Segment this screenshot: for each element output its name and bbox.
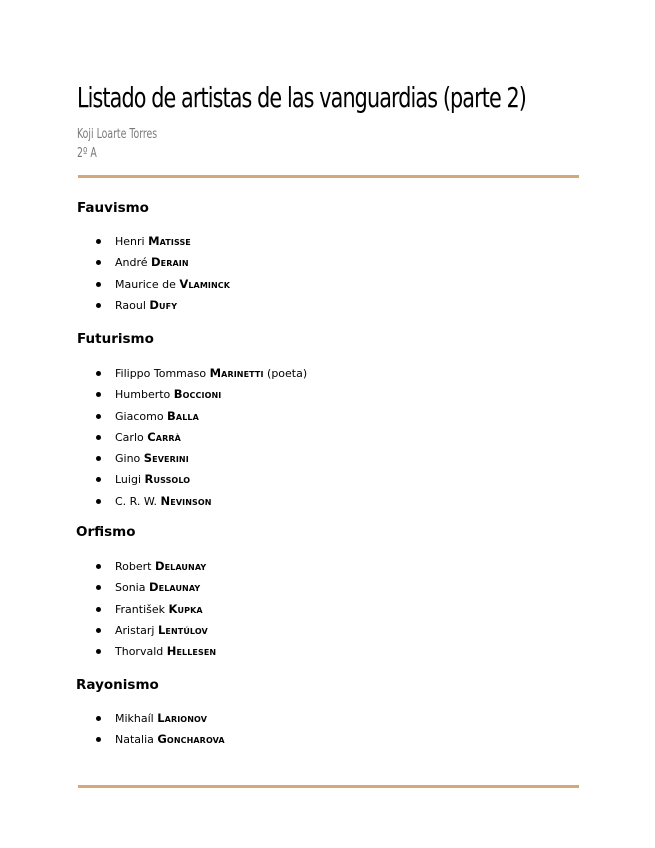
artist-name — [115, 599, 203, 620]
bullet-icon — [96, 260, 101, 265]
artist-surname: Balla — [167, 408, 199, 423]
bullet-icon — [96, 414, 101, 419]
bottom-divider — [78, 785, 579, 788]
bullet-icon — [96, 303, 101, 308]
section-heading: Fauvismo — [77, 200, 149, 216]
artist-name — [115, 448, 189, 469]
artist-surname: Lentúlov — [157, 622, 208, 637]
section-heading: Futurismo — [77, 331, 154, 347]
artist-given-name: Robert — [115, 560, 152, 573]
artist-surname: Carrà — [147, 429, 181, 444]
artist-name — [115, 556, 206, 577]
artist-name — [115, 295, 177, 316]
artist-surname: Delaunay — [148, 580, 201, 595]
artist-name — [115, 641, 216, 662]
artist-given-name: Carlo — [115, 430, 144, 444]
artist-surname: Nevinson — [160, 493, 212, 508]
artist-name — [115, 363, 307, 384]
bullet-icon — [96, 649, 101, 654]
artist-surname: Boccioni — [173, 387, 222, 402]
artist-surname: Delaunay — [154, 559, 207, 573]
bullet-icon — [96, 737, 101, 742]
artist-given-name: Luigi — [115, 473, 142, 487]
artist-name — [115, 620, 208, 641]
artist-surname: Russolo — [144, 472, 191, 487]
artist-name — [115, 469, 190, 490]
artist-given-name: Gino — [115, 452, 141, 466]
bullet-icon — [96, 607, 101, 612]
bullet-icon — [96, 585, 101, 590]
section-heading: Orfismo — [76, 524, 136, 540]
artist-surname: Dufy — [149, 297, 178, 312]
artist-given-name: Raoul — [115, 298, 146, 312]
bullet-icon — [96, 477, 101, 482]
artist-given-name: Mikhaíl — [115, 712, 154, 725]
bullet-icon — [96, 716, 101, 721]
bullet-icon — [96, 371, 101, 376]
artist-note: (poeta) — [267, 367, 308, 380]
artist-name — [115, 491, 212, 512]
artist-name — [115, 252, 189, 273]
artist-name — [115, 384, 221, 405]
bullet-icon — [96, 456, 101, 461]
artist-name — [115, 729, 225, 750]
artist-name — [115, 274, 230, 295]
bullet-icon — [96, 239, 101, 244]
artist-given-name: Aristarj — [115, 623, 155, 637]
artist-name — [115, 231, 191, 252]
section-heading: Rayonismo — [76, 677, 159, 693]
bullet-icon — [96, 499, 101, 504]
artist-given-name: Humberto — [115, 388, 171, 402]
artist-surname: Vlaminck — [179, 276, 231, 291]
artist-given-name: Giacomo — [115, 409, 164, 423]
artist-surname: Marinetti — [209, 366, 264, 380]
artist-name — [115, 577, 200, 598]
artist-surname: Severini — [143, 451, 189, 466]
artist-name — [115, 406, 199, 427]
bullet-icon — [96, 435, 101, 440]
author-name: Koji Loarte Torres — [77, 127, 158, 142]
artist-given-name: Thorvald — [115, 645, 164, 659]
grade-label: 2º A — [77, 146, 97, 161]
artist-given-name: Henri — [115, 235, 145, 248]
artist-name — [115, 427, 181, 448]
bullet-icon — [96, 392, 101, 397]
artist-name — [115, 708, 207, 729]
artist-surname: Derain — [151, 255, 189, 270]
artist-given-name: C. R. W. — [115, 494, 158, 508]
artist-surname: Goncharova — [157, 732, 225, 747]
bullet-icon — [96, 628, 101, 633]
artist-given-name: Filippo Tommaso — [115, 367, 207, 380]
artist-given-name: Natalia — [115, 733, 154, 747]
artist-given-name: Sonia — [115, 581, 146, 595]
artist-given-name: Maurice de — [115, 277, 176, 291]
artist-surname: Matisse — [148, 234, 191, 248]
artist-surname: Kupka — [168, 601, 203, 616]
document-title: Listado de artistas de las vanguardias (parte 2) — [77, 81, 527, 114]
artist-surname: Hellesen — [166, 644, 217, 659]
top-divider — [78, 175, 579, 178]
artist-given-name: André — [115, 256, 148, 270]
artist-given-name: František — [115, 602, 165, 616]
artist-surname: Larionov — [157, 711, 207, 725]
bullet-icon — [96, 564, 101, 569]
bullet-icon — [96, 282, 101, 287]
